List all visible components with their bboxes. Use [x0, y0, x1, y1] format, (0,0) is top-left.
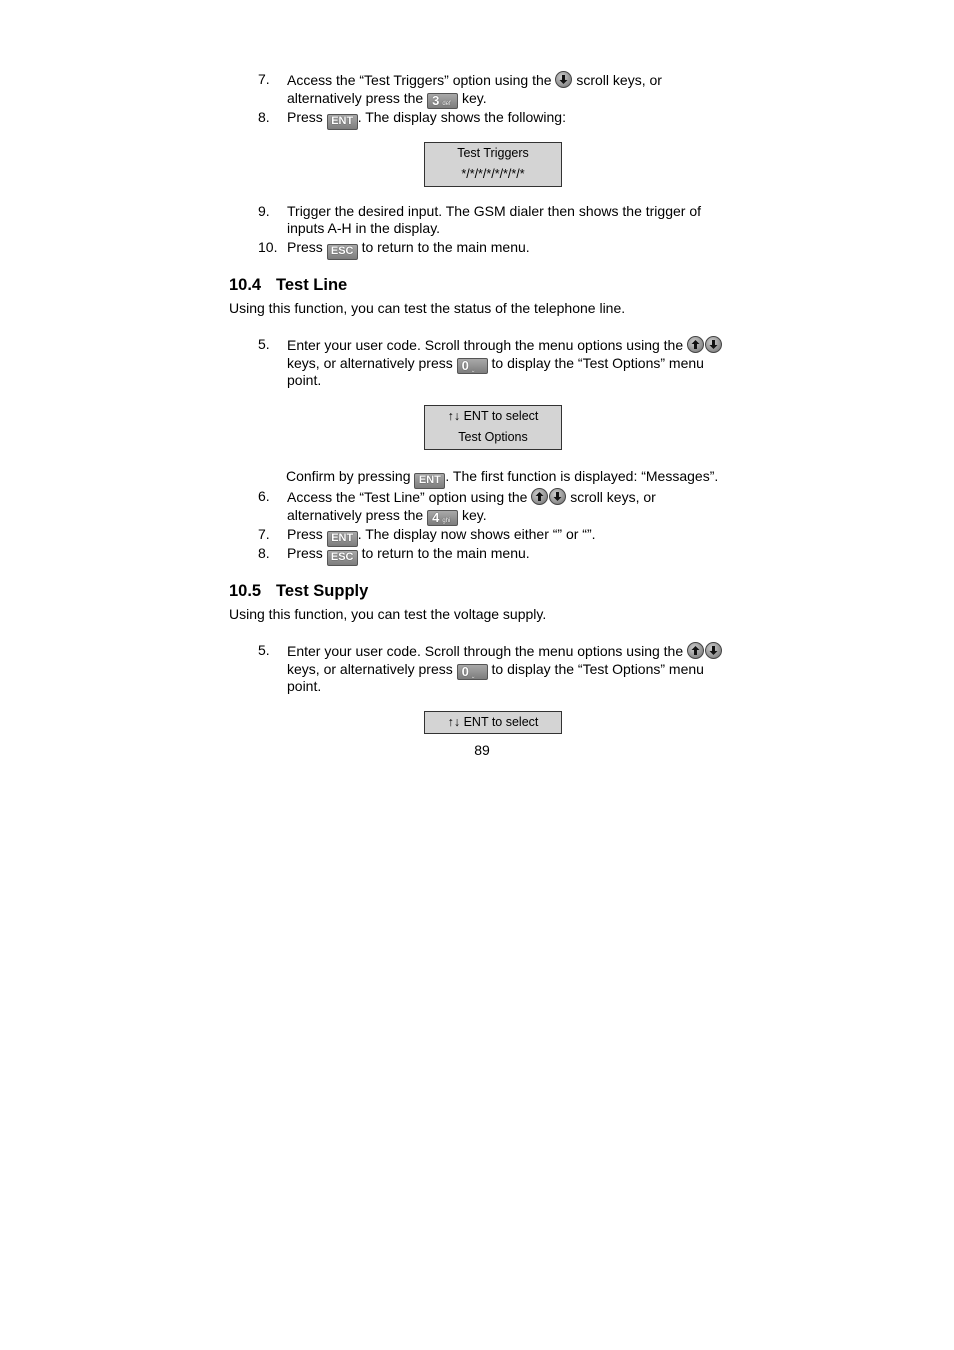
lcd-row-1: ↑↓ ENT to select [447, 409, 539, 423]
step-number: 6. [258, 488, 270, 504]
step-10-line: Press ESC to return to the main menu. [287, 239, 530, 260]
section-heading-test-supply: 10.5 Test Supply [229, 582, 369, 600]
step-7-line-2: alternatively press the 3 def key. [287, 90, 487, 108]
confirm-line: Confirm by pressing ENT . The first function is displayed: “Messages”. [286, 468, 718, 489]
lcd-row-1: Test Triggers [457, 146, 529, 160]
step-number: 5. [258, 336, 270, 352]
step-number: 8. [258, 109, 270, 125]
lcd-display-test-options [424, 711, 562, 734]
step-number: 10. [258, 239, 278, 255]
step-8-line: Press ENT . The display shows the following: [287, 109, 566, 130]
arrow-up-key-icon [687, 336, 704, 353]
step-7-line: Press ENT . The display now shows either “” or “”. [287, 526, 596, 547]
lcd-display-test-options [424, 405, 562, 450]
section-intro: Using this function, you can test the voltage supply. [229, 606, 547, 622]
step-5-line-1: Enter your user code. Scroll through the menu options using the [287, 642, 722, 660]
section-heading-test-line: 10.4 Test Line [229, 276, 348, 294]
step-5-line-2: keys, or alternatively press 0 ⎵ to display the “Test Options” menu [287, 661, 704, 679]
esc-key-icon: ESC [327, 550, 358, 566]
key-0-icon: 0 ⎵ [457, 664, 488, 680]
step-9-line-1: Trigger the desired input. The GSM dialer then shows the trigger of [287, 203, 701, 219]
lcd-display-test-triggers [424, 142, 562, 187]
step-9-line-2: inputs A-H in the display. [287, 220, 441, 236]
step-number: 7. [258, 526, 270, 542]
ent-key-icon: ENT [327, 531, 358, 547]
section-intro: Using this function, you can test the status of the telephone line. [229, 300, 626, 316]
arrow-up-key-icon [531, 488, 548, 505]
step-5-line-3: point. [287, 678, 322, 694]
ent-key-icon: ENT [414, 473, 445, 489]
step-number: 9. [258, 203, 270, 219]
key-3-icon: 3 def [427, 93, 458, 109]
step-5-line-2: keys, or alternatively press 0 ⎵ to display the “Test Options” menu [287, 355, 704, 373]
lcd-row-2: Test Options [458, 430, 528, 444]
step-7-line-1: Access the “Test Triggers” option using the scroll keys, or [287, 72, 662, 88]
lcd-row-2: */*/*/*/*/*/*/* [461, 167, 525, 181]
arrow-down-key-icon [705, 642, 722, 659]
key-4-icon: 4 ghi [427, 510, 458, 526]
step-8-line: Press ESC to return to the main menu. [287, 545, 530, 566]
step-number: 7. [258, 71, 270, 87]
arrow-down-key-icon [549, 488, 566, 505]
arrow-down-key-icon [555, 71, 572, 88]
step-6-line-2: alternatively press the 4 ghi key. [287, 507, 487, 525]
step-number: 5. [258, 642, 270, 658]
step-6-line-1: Access the “Test Line” option using the scroll keys, or [287, 489, 656, 505]
page-number: 89 [474, 742, 490, 758]
step-number: 8. [258, 545, 270, 561]
esc-key-icon: ESC [327, 244, 358, 260]
ent-key-icon: ENT [327, 114, 358, 130]
arrow-up-key-icon [687, 642, 704, 659]
arrow-down-key-icon [705, 336, 722, 353]
step-5-line-1: Enter your user code. Scroll through the menu options using the [287, 336, 722, 354]
key-0-icon: 0 ⎵ [457, 358, 488, 374]
step-5-line-3: point. [287, 372, 322, 388]
lcd-row-1: ↑↓ ENT to select [447, 715, 539, 729]
